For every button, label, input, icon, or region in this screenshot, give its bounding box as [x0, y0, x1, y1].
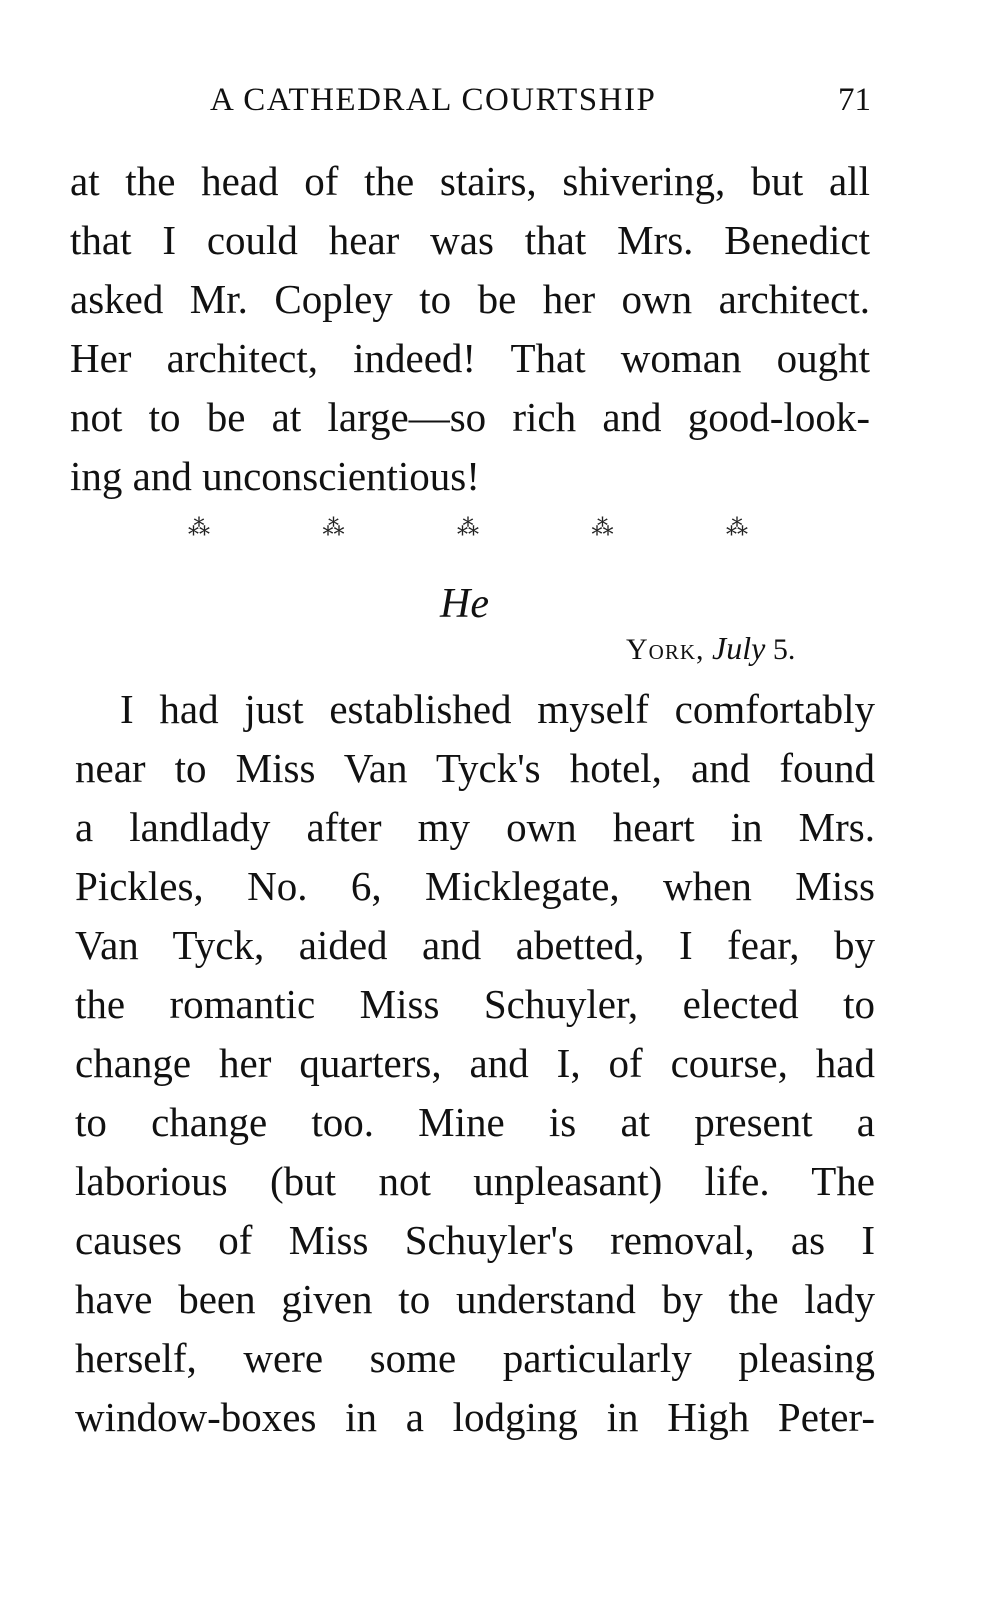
dateline-place: York, — [626, 633, 705, 666]
text-line: Van Tyck, aided and abetted, I fear, by — [75, 922, 875, 968]
text-line: not to be at large—so rich and good-look- — [70, 394, 870, 440]
section-heading: He — [440, 581, 489, 627]
text-line: laborious (but not unpleasant) life. The — [75, 1158, 875, 1204]
asterism-mark: ⁂ — [322, 515, 345, 540]
dateline-day: 5. — [772, 633, 796, 666]
text-line: the romantic Miss Schuyler, elected to — [75, 981, 875, 1027]
text-line: that I could hear was that Mrs. Benedict — [70, 217, 870, 263]
paragraph-letter-body — [75, 680, 875, 1447]
text-line: at the head of the stairs, shivering, but all — [70, 158, 870, 204]
dateline — [626, 630, 795, 667]
text-line: have been given to understand by the lady — [75, 1276, 875, 1322]
text-line: ing and unconscientious! — [70, 453, 480, 499]
page-number: 71 — [838, 82, 871, 118]
asterism-mark: ⁂ — [591, 515, 614, 540]
text-line: Pickles, No. 6, Micklegate, when Miss — [75, 863, 875, 909]
text-line: causes of Miss Schuyler's removal, as I — [75, 1217, 875, 1263]
text-line: herself, were some particularly pleasing — [75, 1335, 875, 1381]
running-title: A CATHEDRAL COURTSHIP — [210, 82, 657, 118]
running-head — [0, 82, 1000, 122]
text-line: Her architect, indeed! That woman ought — [70, 335, 870, 381]
asterism-mark: ⁂ — [726, 515, 748, 540]
text-line: change her quarters, and I, of course, had — [75, 1040, 875, 1086]
paragraph-continued — [70, 152, 870, 506]
section-break-asterisms — [188, 515, 748, 541]
text-line: I had just established myself comfortably — [120, 686, 875, 732]
text-line: to change too. Mine is at present a — [75, 1099, 875, 1145]
asterism-mark: ⁂ — [188, 515, 210, 540]
text-line: window-boxes in a lodging in High Peter- — [75, 1394, 875, 1440]
text-line: a landlady after my own heart in Mrs. — [75, 804, 875, 850]
text-line: near to Miss Van Tyck's hotel, and found — [75, 745, 875, 791]
asterism-mark: ⁂ — [457, 515, 479, 540]
dateline-month: July — [712, 630, 766, 666]
text-line: asked Mr. Copley to be her own architect. — [70, 276, 870, 322]
